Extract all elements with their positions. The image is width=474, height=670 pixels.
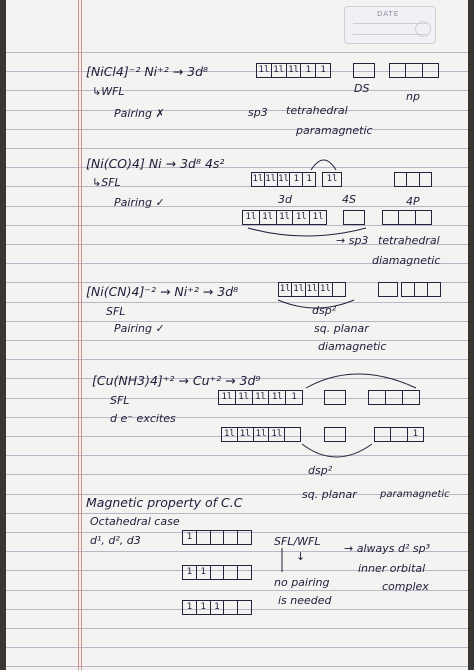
s2-label-4p: 4P xyxy=(406,195,420,208)
s1-formula: [NiCl4]⁻² Ni⁺² → 3d⁸ xyxy=(86,64,209,79)
s4-ligand: SFL xyxy=(110,394,130,407)
date-label: DATE xyxy=(377,10,400,18)
s5-nopairing: no pairing xyxy=(274,576,330,589)
s5-dconf: d¹, d², d3 xyxy=(90,534,141,547)
s3-geom: sq. planar xyxy=(314,322,369,335)
s5-complex: complex xyxy=(382,580,429,593)
s5-row1-box: 1 xyxy=(182,530,252,545)
s3-mag: diamagnetic xyxy=(318,340,387,353)
s1-hyb: sp3 xyxy=(248,106,268,119)
s5-isneeded: is needed xyxy=(278,594,332,607)
s5-case: Octahedral case xyxy=(90,515,180,528)
s3-d-orbital-box: 1l 1l 1l 1l xyxy=(278,282,346,297)
s1-d-orbital-box: 1l 1l 1l 1 1 xyxy=(256,63,331,78)
s2-label-3d: 3d xyxy=(278,193,292,206)
s2-geom: tetrahedral xyxy=(378,234,440,247)
s5-arrow: ↓ xyxy=(296,550,306,563)
s2-d-orbital-box: 1l 1l 1l 1 1 xyxy=(251,172,316,187)
s3-hyb: dsp² xyxy=(312,304,337,317)
s2-label-4s: 4S xyxy=(342,193,356,206)
s2-mag: diamagnetic xyxy=(372,254,441,267)
s4-mag: paramagnetic xyxy=(380,489,450,500)
s1-label-ds: DS xyxy=(354,82,370,95)
s1-geom: tetrahedral xyxy=(286,104,348,117)
s5-row3-box: 1 1 1 xyxy=(182,600,252,615)
s1-pairing: Pairing ✗ xyxy=(114,107,165,120)
s2-hyb: → sp3 xyxy=(336,234,369,247)
notebook-page xyxy=(6,0,468,670)
s4-geom: sq. planar xyxy=(302,488,357,501)
s5-row2-box: 1 1 xyxy=(182,565,252,580)
s4-hyb: dsp² xyxy=(308,464,333,477)
s1-label-np: np xyxy=(406,90,420,103)
s3-formula: [Ni(CN)4]⁻² → Ni⁺² → 3d⁸ xyxy=(86,284,239,299)
s5-heading: Magnetic property of C.C xyxy=(86,495,243,510)
s4-note: d e⁻ excites xyxy=(110,412,176,425)
hand-drawn-arrows xyxy=(6,0,468,670)
s3-pairing: Pairing ✓ xyxy=(114,322,165,335)
s5-inner: inner orbital xyxy=(358,562,426,575)
s2-s-orbital-box: 1l xyxy=(322,172,342,187)
s2-formula: [Ni(CO)4] Ni → 3d⁸ 4s² xyxy=(86,156,225,171)
s1-mag: paramagnetic xyxy=(296,124,373,137)
s2-ligand: ↳SFL xyxy=(92,176,121,189)
s4-formula: [Cu(NH3)4]⁺² → Cu⁺² → 3d⁹ xyxy=(92,373,261,388)
s4-hybrid-box: 1l 1l 1l 1l xyxy=(221,427,301,442)
s4-d-orbital-box: 1l 1l 1l 1l 1 xyxy=(218,390,303,405)
s5-always: → always d² sp³ xyxy=(344,542,430,555)
s3-ligand: SFL xyxy=(106,305,126,318)
s2-pairing: Pairing ✓ xyxy=(114,196,165,209)
s2-hybrid-box: 1l 1l 1l 1l 1l xyxy=(242,210,327,225)
s1-ligand: ↳WFL xyxy=(92,85,125,98)
s4-p-box: 1 xyxy=(374,427,424,442)
s5-ligand: SFL/WFL xyxy=(274,535,321,548)
